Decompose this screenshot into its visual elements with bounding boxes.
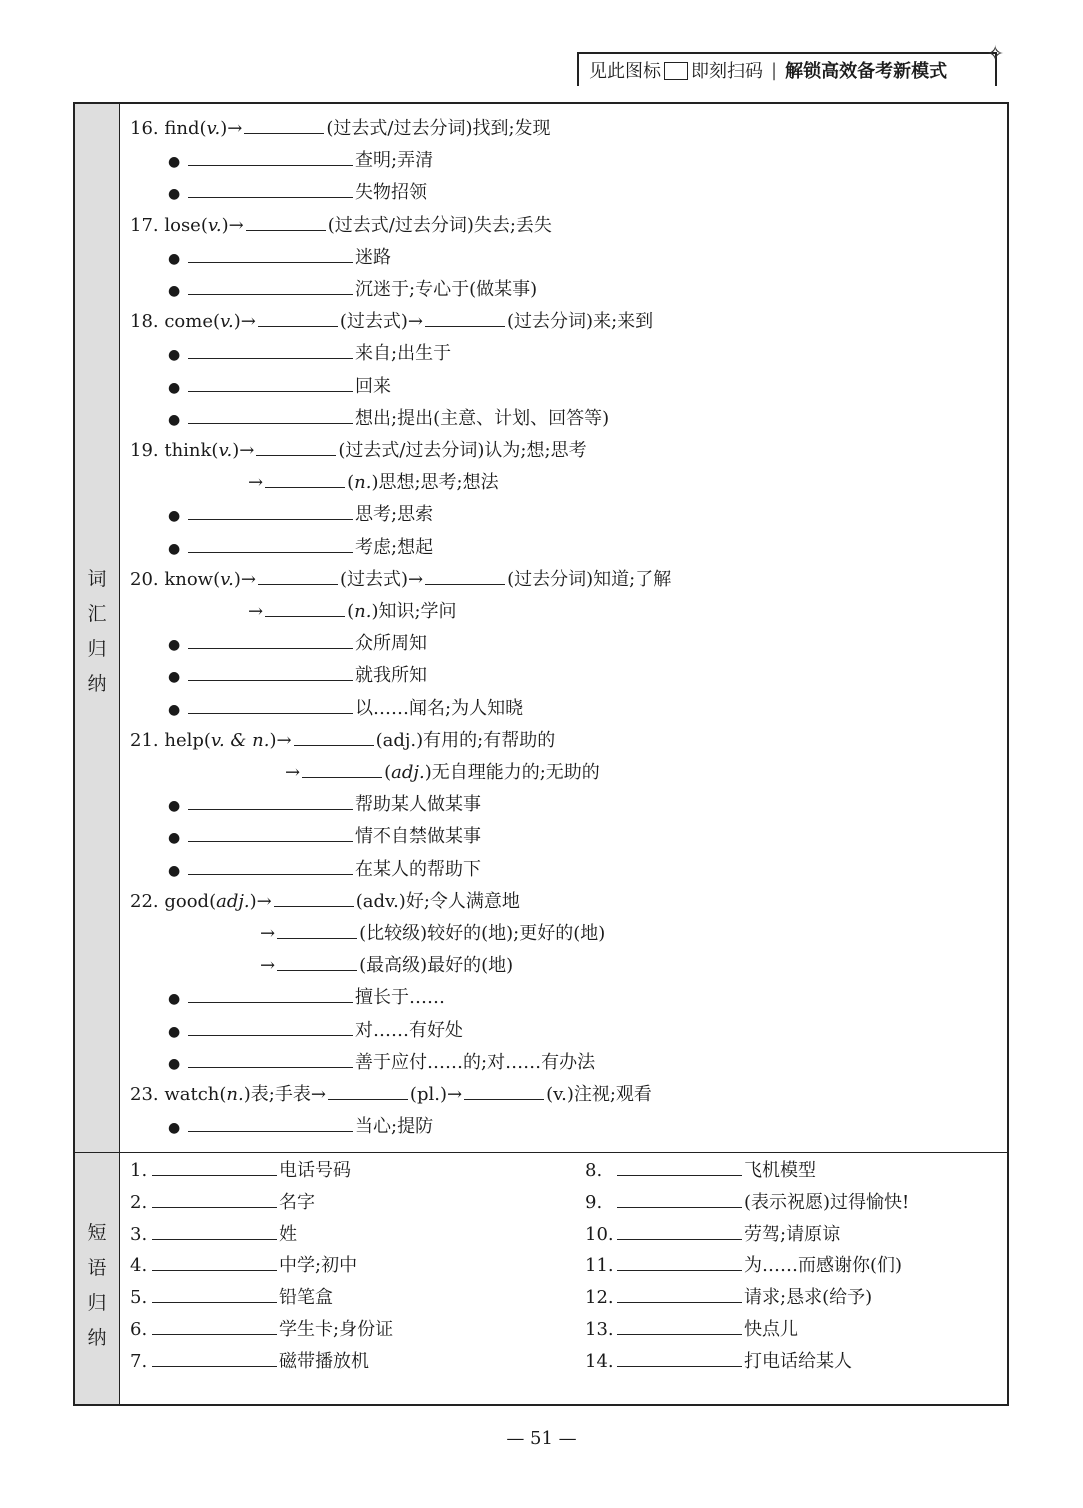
item-number: 7. [130,1350,148,1372]
vocab-line [168,824,481,850]
item-number: 13. [585,1319,614,1340]
phrase-meaning: 铅笔盒 [279,1287,333,1309]
phrase-item [130,1253,357,1278]
item-number: 9. [585,1191,603,1213]
vocab-line [168,535,433,561]
headword-text: 21. help( [130,729,211,751]
answer-blank[interactable] [188,245,353,263]
item-number: 8. [585,1160,603,1181]
scan-icon [664,62,688,80]
item-number: 2. [130,1191,148,1213]
phrase-meaning: 打电话给某人 [744,1350,852,1372]
phrase-meaning: 劳驾;请原谅 [744,1223,841,1245]
meaning-text: 来自;出生于 [355,343,452,365]
headword-text: 18. come( [130,311,221,333]
headword-text: 19. think( [130,440,219,461]
vocab-line [168,985,445,1011]
phrase-meaning: 姓 [279,1223,297,1245]
meaning-text: 在某人的帮助下 [355,858,481,880]
phrase-item [585,1222,840,1247]
pos-tag: adj. [391,762,425,783]
pos-tag: n. [354,472,372,494]
headword-text: 16. find( [130,118,207,139]
vocab-line [260,921,605,946]
meaning-text: )无自理能力的;无助的 [424,762,600,783]
meaning-text: (比较级)较好的(地);更好的(地) [359,923,606,944]
phrase-section-label [75,1216,119,1356]
phrase-item [130,1349,369,1374]
meaning-text: (过去式/过去分词)失去;丢失 [327,214,552,236]
content-frame [73,102,1009,1406]
answer-blank[interactable] [617,1349,742,1367]
item-number: 4. [130,1255,148,1277]
label-char: 纳 [87,673,107,695]
vocab-line [168,341,451,367]
arrow-text: )→ [232,440,255,461]
item-number: 11. [585,1255,614,1277]
item-number: 12. [585,1287,614,1309]
answer-blank[interactable] [617,1158,742,1176]
vocab-line [285,760,600,785]
vocab-line [168,1018,463,1044]
answer-blank[interactable] [188,277,353,295]
answer-blank[interactable] [617,1317,742,1335]
answer-blank[interactable] [277,921,357,939]
phrase-meaning: 请求;恳求(给予) [744,1287,873,1309]
meaning-text: 善于应付……的;对……有办法 [355,1051,596,1073]
vocab-line [168,792,481,818]
meaning-text: 就我所知 [355,665,427,687]
meaning-text: 考虑;想起 [355,536,434,558]
vocab-line [168,631,427,657]
meaning-text: 沉迷于;专心于(做某事) [355,279,538,300]
answer-blank[interactable] [617,1253,742,1271]
vocab-line [130,309,653,334]
answer-blank[interactable] [425,567,505,585]
pos-tag: n. [226,1084,244,1105]
arrow-text: → [260,923,276,944]
answer-blank[interactable] [152,1349,277,1367]
vocab-line [168,245,391,271]
vocab-line [168,663,427,689]
meaning-text: )思想;思考;想法 [371,472,499,494]
answer-blank[interactable] [188,663,353,681]
item-number: 1. [130,1160,148,1181]
item-number: 14. [585,1350,614,1372]
phrase-item [585,1349,852,1374]
arrow-text: → [248,601,264,622]
form-text: (过去式)→ [340,568,424,590]
meaning-text: 情不自禁做某事 [355,826,481,848]
bullet-icon: ● [168,1023,181,1040]
pos-tag: v. [207,214,222,236]
meaning-text: (adj.)有用的;有帮助的 [375,729,556,751]
bullet-icon: ● [168,830,181,847]
meaning-text: (过去分词)知道;了解 [507,568,672,590]
vocab-line [248,599,457,624]
label-char: 归 [87,638,107,660]
vocab-line [130,1082,652,1107]
answer-blank[interactable] [188,857,353,875]
vocab-line [168,696,523,722]
phrase-meaning: 飞机模型 [744,1160,816,1181]
answer-blank[interactable] [152,1285,277,1303]
meaning-text: (过去式/过去分词)找到;发现 [326,118,551,139]
bullet-icon: ● [168,798,181,815]
phrase-item [130,1317,393,1342]
bullet-icon: ● [168,862,181,879]
vocab-line [248,470,499,495]
phrase-item [585,1190,909,1215]
answer-blank[interactable] [425,309,505,327]
bullet-icon: ● [168,540,181,557]
label-char: 短 [87,1222,107,1244]
answer-blank[interactable] [274,889,354,907]
bullet-icon: ● [168,283,181,299]
bullet-icon: ● [168,186,181,203]
answer-blank[interactable] [328,1082,408,1100]
meaning-text: )表;手表→ [243,1084,326,1105]
phrase-item [585,1317,798,1342]
paren-text: ( [347,472,355,494]
answer-blank[interactable] [188,631,353,649]
answer-blank[interactable] [188,148,353,166]
phrase-meaning: 中学;初中 [279,1255,358,1277]
meaning-text: 查明;弄清 [355,150,434,172]
headword-text: 22. good( [130,890,217,912]
vocab-line [168,148,433,174]
pos-tag: v. [220,568,234,590]
label-char: 汇 [87,603,107,625]
answer-blank[interactable] [152,1158,277,1176]
phrase-item [585,1253,902,1278]
pos-tag: v. & n. [210,729,270,751]
label-char: 纳 [87,1327,107,1349]
vocab-section-label [75,562,119,702]
phrase-meaning: 名字 [279,1191,315,1213]
label-char: 词 [87,568,107,590]
answer-blank[interactable] [188,502,353,520]
banner-left-text: 见此图标 [589,61,661,82]
bullet-icon: ● [168,347,181,364]
bullet-icon: ● [168,411,181,428]
vocab-line [168,374,391,400]
phrase-meaning: 电话号码 [279,1160,351,1181]
phrase-meaning: (表示祝愿)过得愉快! [744,1191,910,1213]
answer-blank[interactable] [152,1222,277,1240]
phrase-item [130,1222,297,1247]
answer-blank[interactable] [256,438,336,456]
meaning-text: (过去分词)来;来到 [507,311,654,333]
pos-tag: v. [206,118,221,139]
meaning-text: 擅长于…… [355,987,445,1009]
arrow-text: )→ [269,729,292,751]
vocab-line [168,180,427,206]
vocab-line [130,728,555,753]
bullet-icon: ● [168,1120,181,1137]
banner-separator: | [771,59,778,81]
item-number: 5. [130,1287,148,1309]
answer-blank[interactable] [188,792,353,810]
vocab-line [168,1050,595,1076]
bullet-icon: ● [168,669,181,686]
bullet-icon: ● [168,154,181,171]
pos-tag: adj. [216,890,250,912]
bullet-icon: ● [168,379,181,396]
answer-blank[interactable] [188,1050,353,1068]
vocab-line [130,889,520,914]
sparkle-icon: ✧ [986,42,1005,67]
meaning-text: 众所周知 [355,633,427,655]
answer-blank[interactable] [258,309,338,327]
phrase-item [130,1285,333,1310]
bullet-icon: ● [168,508,181,525]
meaning-text: 失物招领 [355,182,427,204]
meaning-text: 帮助某人做某事 [355,794,481,816]
answer-blank[interactable] [265,599,345,617]
vocab-line [130,438,587,463]
answer-blank[interactable] [244,116,324,134]
phrase-meaning: 学生卡;身份证 [279,1319,394,1340]
vocab-line [168,502,433,528]
phrase-item [130,1190,315,1215]
meaning-text: 迷路 [355,246,391,268]
answer-blank[interactable] [188,374,353,392]
meaning-text: (adv.)好;令人满意地 [355,890,520,912]
answer-blank[interactable] [188,985,353,1003]
bullet-icon: ● [168,991,181,1008]
answer-blank[interactable] [464,1082,544,1100]
form-text: (过去式)→ [339,311,424,333]
answer-blank[interactable] [246,213,326,231]
vocab-line [168,406,609,432]
answer-blank[interactable] [617,1190,742,1208]
answer-blank[interactable] [294,728,374,746]
item-number: 10. [585,1223,614,1245]
bullet-icon: ● [168,250,181,267]
meaning-text: 对……有好处 [355,1019,463,1041]
vocab-line [130,567,671,592]
answer-blank[interactable] [617,1222,742,1240]
label-char: 语 [87,1257,107,1279]
pos-tag: v. [218,440,233,461]
arrow-text: )→ [220,118,243,139]
answer-blank[interactable] [617,1285,742,1303]
page-number: — 51 — [506,1428,577,1449]
answer-blank[interactable] [188,824,353,842]
answer-blank[interactable] [302,760,382,778]
banner-mid-text: 即刻扫码 [691,61,763,82]
answer-blank[interactable] [188,406,353,424]
meaning-text: 思考;思索 [355,504,434,526]
banner-right-text: 解锁高效备考新模式 [785,61,948,82]
pos-tag: n. [354,601,372,622]
answer-blank[interactable] [152,1190,277,1208]
vocab-line [168,1114,433,1140]
answer-blank[interactable] [152,1317,277,1335]
answer-blank[interactable] [188,535,353,553]
pos-tag: v. [220,311,234,333]
headword-text: 17. lose( [130,214,208,236]
vocab-line [130,213,552,238]
answer-blank[interactable] [188,696,353,714]
meaning-text: 以……闻名;为人知晓 [355,697,524,719]
phrase-item [130,1158,351,1183]
scan-banner [577,52,997,86]
arrow-text: → [260,955,276,977]
answer-blank[interactable] [258,567,338,585]
answer-blank[interactable] [152,1253,277,1271]
vocab-line [168,277,537,303]
label-char: 归 [87,1292,107,1314]
arrow-text: )→ [249,890,272,912]
answer-blank[interactable] [277,953,357,971]
headword-text: 20. know( [130,568,221,590]
meaning-text: )知识;学问 [371,601,457,622]
vocab-line [130,116,551,141]
item-number: 6. [130,1319,148,1340]
answer-blank[interactable] [188,1018,353,1036]
phrase-meaning: 磁带播放机 [279,1350,369,1372]
answer-blank[interactable] [188,1114,353,1132]
meaning-text: 当心;提防 [355,1116,434,1138]
paren-text: ( [347,601,355,622]
answer-blank[interactable] [265,470,345,488]
phrase-meaning: 快点儿 [744,1319,798,1340]
phrase-item [585,1158,816,1183]
meaning-text: (v.)注视;观看 [546,1084,652,1105]
section-divider [75,1152,1007,1153]
item-number: 3. [130,1223,148,1245]
phrase-item [585,1285,872,1310]
vocab-line [260,953,513,978]
arrow-text: )→ [233,311,256,333]
meaning-text: 想出;提出(主意、计划、回答等) [355,407,610,429]
arrow-text: )→ [233,568,256,590]
meaning-text: (最高级)最好的(地) [359,955,514,977]
meaning-text: (过去式/过去分词)认为;想;思考 [338,440,587,461]
arrow-text: )→ [221,214,244,236]
bullet-icon: ● [168,701,181,718]
meaning-text: 回来 [355,375,391,397]
bullet-icon: ● [168,637,181,654]
headword-text: 23. watch( [130,1084,227,1105]
arrow-text: → [248,472,264,494]
bullet-icon: ● [168,1055,181,1072]
phrase-meaning: 为……而感谢你(们) [744,1255,903,1277]
answer-blank[interactable] [188,341,353,359]
answer-blank[interactable] [188,180,353,198]
arrow-text: → [285,762,301,783]
paren-text: ( [384,762,392,783]
vocab-line [168,857,481,883]
form-text: (pl.)→ [409,1084,463,1105]
